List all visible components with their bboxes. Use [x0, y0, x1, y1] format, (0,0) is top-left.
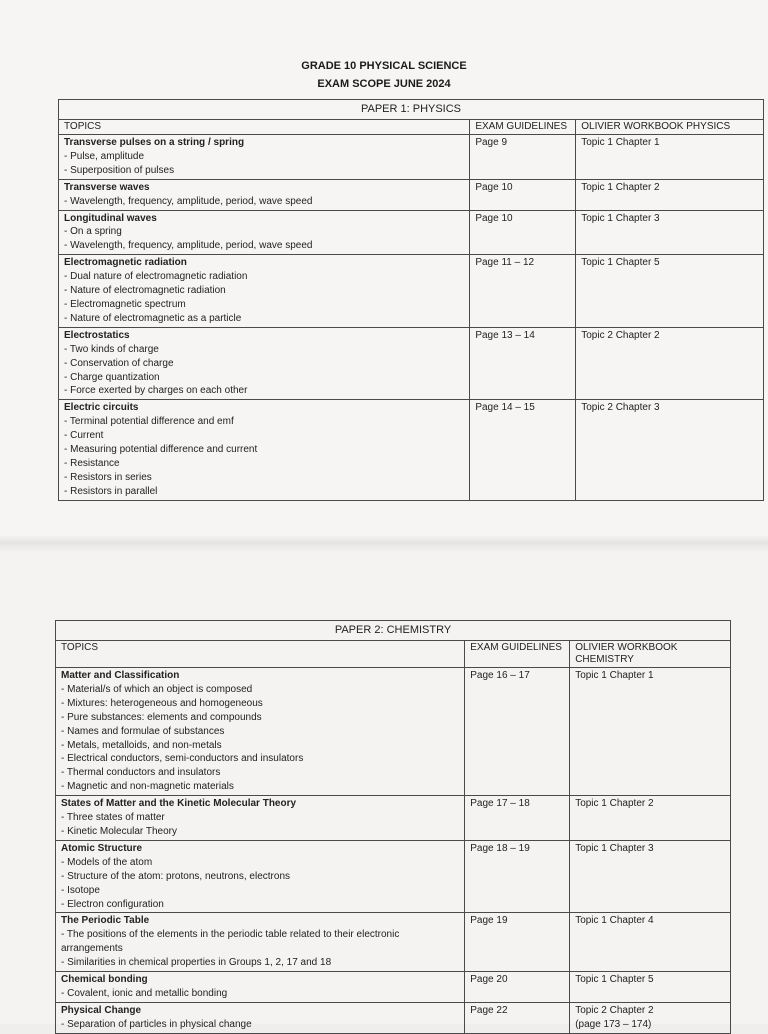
subtopic-item: - Mixtures: heterogeneous and homogeneous	[61, 697, 263, 709]
table-row	[59, 179, 764, 210]
paper1-title: PAPER 1: PHYSICS	[59, 100, 764, 120]
table-row	[56, 840, 731, 913]
workbook-cell	[576, 255, 764, 328]
workbook-cell	[576, 179, 764, 210]
document-subtitle: EXAM SCOPE JUNE 2024	[317, 78, 451, 90]
paper2-col-guidelines: EXAM GUIDELINES	[465, 641, 570, 668]
paper1-col-topics: TOPICS	[59, 120, 470, 135]
topic-cell	[56, 1002, 465, 1033]
paper2-col-topics: TOPICS	[56, 641, 465, 668]
topic-cell	[59, 327, 470, 400]
subtopic-item: - Wavelength, frequency, amplitude, period, wave speed	[64, 240, 313, 252]
subtopic-item: - Superposition of pulses	[64, 164, 175, 176]
table-row	[56, 913, 731, 972]
topic-cell	[59, 210, 470, 255]
workbook-page-note: (page 173 – 174)	[575, 1018, 652, 1030]
subtopic-item: - Measuring potential difference and current	[64, 444, 258, 456]
topic-cell	[59, 135, 470, 180]
guidelines-cell: Page 10	[470, 179, 576, 210]
subtopic-item: - Material/s of which an object is composed	[61, 683, 253, 695]
topic-title: Transverse pulses on a string / spring	[64, 137, 245, 148]
table-row	[56, 972, 731, 1003]
paper2-table	[55, 620, 731, 1034]
subtopic-item: - Resistors in series	[64, 471, 152, 483]
topic-title: Transverse waves	[64, 181, 150, 193]
subtopic-item: - Metals, metalloids, and non-metals	[61, 739, 222, 751]
topic-title: The Periodic Table	[61, 915, 150, 927]
topic-cell	[56, 796, 465, 841]
topic-cell	[56, 668, 465, 796]
workbook-reference: Topic 1 Chapter 3	[575, 842, 654, 854]
topic-cell	[56, 840, 465, 913]
paper1-col-guidelines: EXAM GUIDELINES	[470, 120, 576, 135]
workbook-cell	[576, 210, 764, 255]
guidelines-cell: Page 10	[470, 210, 576, 255]
subtopic-item: - The positions of the elements in the periodic table related to their electronic	[61, 929, 400, 941]
guidelines-cell: Page 17 – 18	[465, 796, 570, 841]
topic-cell	[56, 913, 465, 972]
workbook-cell	[570, 796, 731, 841]
subtopic-item: - Electromagnetic spectrum	[64, 298, 186, 310]
subtopic-item: - Conservation of charge	[64, 357, 174, 369]
workbook-reference: Topic 1 Chapter 3	[581, 212, 660, 224]
table-row	[56, 668, 731, 796]
workbook-reference: Topic 1 Chapter 1	[581, 137, 660, 148]
subtopic-item: - Kinetic Molecular Theory	[61, 825, 177, 837]
topic-title: Chemical bonding	[61, 974, 148, 986]
topic-cell	[59, 255, 470, 328]
subtopic-item: - Dual nature of electromagnetic radiation	[64, 271, 248, 283]
workbook-reference: Topic 1 Chapter 5	[575, 974, 654, 986]
subtopic-item: - Covalent, ionic and metallic bonding	[61, 987, 228, 999]
topic-title: Longitudinal waves	[64, 212, 157, 224]
subtopic-item: - Nature of electromagnetic as a particle	[64, 312, 242, 324]
subtopic-item: - Thermal conductors and insulators	[61, 767, 221, 779]
subtopic-item: - Two kinds of charge	[64, 343, 159, 355]
guidelines-cell: Page 13 – 14	[470, 327, 576, 400]
workbook-cell	[570, 840, 731, 913]
subtopic-item: - Electrical conductors, semi-conductors and insulators	[61, 753, 304, 765]
guidelines-cell: Page 19	[465, 913, 570, 972]
subtopic-item: - Force exerted by charges on each other	[64, 385, 248, 397]
topic-title: Electrostatics	[64, 329, 130, 341]
workbook-cell	[570, 913, 731, 972]
guidelines-cell: Page 16 – 17	[465, 668, 570, 796]
workbook-reference: Topic 1 Chapter 4	[575, 915, 654, 927]
subtopic-item: arrangements	[61, 943, 123, 955]
workbook-cell	[576, 135, 764, 180]
subtopic-item: - Pulse, amplitude	[64, 150, 145, 162]
subtopic-item: - Nature of electromagnetic radiation	[64, 285, 226, 297]
topic-cell	[56, 972, 465, 1003]
workbook-reference: Topic 1 Chapter 1	[575, 670, 654, 681]
table-row	[59, 327, 764, 400]
workbook-reference: Topic 2 Chapter 2	[575, 1004, 654, 1016]
subtopic-item: - Resistance	[64, 457, 120, 469]
workbook-cell	[570, 972, 731, 1003]
table-row	[59, 210, 764, 255]
subtopic-item: - Separation of particles in physical change	[61, 1018, 252, 1030]
subtopic-item: - Models of the atom	[61, 856, 153, 868]
workbook-cell	[576, 327, 764, 400]
table-row	[59, 400, 764, 500]
subtopic-item: - On a spring	[64, 226, 122, 238]
subtopic-item: - Isotope	[61, 884, 100, 896]
paper1-col-workbook: OLIVIER WORKBOOK PHYSICS	[576, 120, 764, 135]
topic-title: Matter and Classification	[61, 670, 180, 681]
subtopic-item: - Structure of the atom: protons, neutrons, electrons	[61, 870, 291, 882]
topic-title: Electromagnetic radiation	[64, 257, 187, 269]
guidelines-cell: Page 9	[470, 135, 576, 180]
guidelines-cell: Page 18 – 19	[465, 840, 570, 913]
guidelines-cell: Page 22	[465, 1002, 570, 1033]
subtopic-item: - Wavelength, frequency, amplitude, period, wave speed	[64, 195, 313, 207]
topic-title: Atomic Structure	[61, 842, 143, 854]
page-fold-shadow	[0, 536, 768, 552]
workbook-cell	[570, 668, 731, 796]
subtopic-item: - Pure substances: elements and compounds	[61, 711, 262, 723]
topic-cell	[59, 179, 470, 210]
workbook-reference: Topic 1 Chapter 5	[581, 257, 660, 269]
workbook-reference: Topic 2 Chapter 3	[581, 402, 660, 414]
guidelines-cell: Page 11 – 12	[470, 255, 576, 328]
paper2-title: PAPER 2: CHEMISTRY	[56, 621, 731, 641]
table-row	[59, 255, 764, 328]
subtopic-item: - Electron configuration	[61, 898, 164, 910]
workbook-cell	[570, 1002, 731, 1033]
subtopic-item: - Charge quantization	[64, 371, 160, 383]
subtopic-item: - Three states of matter	[61, 812, 165, 824]
subtopic-item: - Terminal potential difference and emf	[64, 416, 234, 428]
workbook-reference: Topic 1 Chapter 2	[581, 181, 660, 193]
table-row	[56, 1002, 731, 1033]
workbook-reference: Topic 1 Chapter 2	[575, 798, 654, 810]
table-row	[59, 135, 764, 180]
subtopic-item: - Magnetic and non-magnetic materials	[61, 781, 234, 793]
topic-title: States of Matter and the Kinetic Molecular Theory	[61, 798, 297, 810]
table-row	[56, 796, 731, 841]
paper2-col-workbook: OLIVIER WORKBOOK CHEMISTRY	[570, 641, 731, 668]
topic-title: Electric circuits	[64, 402, 139, 414]
subtopic-item: - Resistors in parallel	[64, 485, 158, 497]
workbook-cell	[576, 400, 764, 500]
subtopic-item: - Similarities in chemical properties in Groups 1, 2, 17 and 18	[61, 957, 332, 969]
subtopic-item: - Current	[64, 430, 104, 442]
paper1-table	[58, 99, 764, 501]
workbook-reference: Topic 2 Chapter 2	[581, 329, 660, 341]
document-title: GRADE 10 PHYSICAL SCIENCE	[301, 60, 467, 72]
topic-cell	[59, 400, 470, 500]
topic-title: Physical Change	[61, 1004, 142, 1016]
subtopic-item: - Names and formulae of substances	[61, 725, 225, 737]
guidelines-cell: Page 20	[465, 972, 570, 1003]
guidelines-cell: Page 14 – 15	[470, 400, 576, 500]
